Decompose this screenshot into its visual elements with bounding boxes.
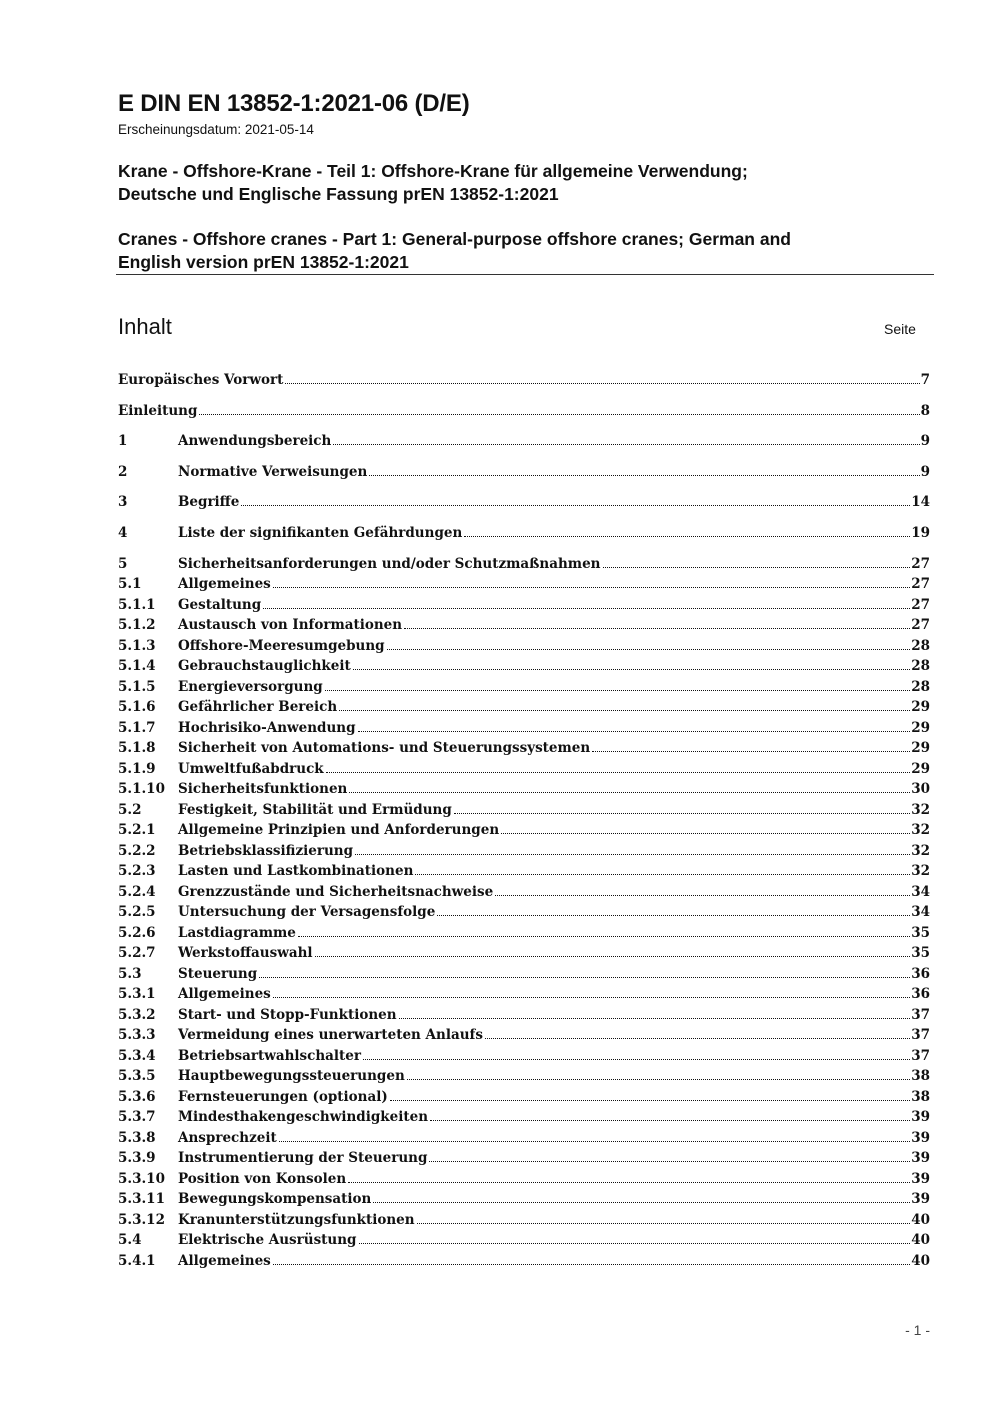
toc-entry-number: 5.1 xyxy=(118,576,142,593)
toc-entry-number: 5.4 xyxy=(118,1232,142,1249)
toc-entry[interactable] xyxy=(118,800,930,820)
toc-entry-title: Fernsteuerungen (optional) xyxy=(178,1088,388,1105)
toc-entry[interactable] xyxy=(118,923,930,943)
toc-entry-title: Grenzzustände und Sicherheitsnachweise xyxy=(178,883,494,900)
toc-leader-dots xyxy=(429,1161,910,1162)
toc-entry-page: 39 xyxy=(911,1109,930,1126)
toc-entry-title: Werkstoffauswahl xyxy=(178,945,313,962)
toc-leader-dots xyxy=(454,813,910,814)
toc-entry[interactable] xyxy=(118,943,930,963)
toc-entry[interactable] xyxy=(118,964,930,984)
toc-entry-page: 39 xyxy=(911,1170,930,1187)
title-english-line-1: Cranes - Offshore cranes - Part 1: General-purpose offshore cranes; German and xyxy=(118,229,791,249)
toc-entry-title: Allgemeines xyxy=(178,576,271,593)
toc-leader-dots xyxy=(359,1243,911,1244)
toc-page-column-label: Seite xyxy=(884,321,916,337)
toc-entry-page: 40 xyxy=(911,1252,930,1269)
toc-entry-page: 39 xyxy=(911,1150,930,1167)
toc-entry-number: 5.2 xyxy=(118,801,142,818)
toc-entry-title: Sicherheitsfunktionen xyxy=(178,781,348,798)
toc-entry-title: Liste der signifikanten Gefährdungen xyxy=(178,525,463,541)
toc-entry-page: 28 xyxy=(911,658,930,675)
toc-entry-page: 27 xyxy=(911,555,930,572)
toc-entry-page: 38 xyxy=(911,1068,930,1085)
toc-leader-dots xyxy=(325,690,910,691)
toc-leader-dots xyxy=(199,414,919,415)
toc-leader-dots xyxy=(285,383,919,384)
toc-entry-number: 5.3.5 xyxy=(118,1068,156,1085)
page-number: - 1 - xyxy=(905,1322,930,1338)
toc-entry-title: Elektrische Ausrüstung xyxy=(178,1232,357,1249)
toc-entry-number: 5.3.10 xyxy=(118,1170,165,1187)
publication-date: Erscheinungsdatum: 2021-05-14 xyxy=(118,122,314,137)
toc-entry[interactable] xyxy=(118,1066,930,1086)
toc-entry[interactable] xyxy=(118,1087,930,1107)
toc-leader-dots xyxy=(315,956,911,957)
toc-entry[interactable] xyxy=(118,984,930,1004)
toc-leader-dots xyxy=(298,936,910,937)
toc-leader-dots xyxy=(415,874,910,875)
toc-entry-title: Start- und Stopp-Funktionen xyxy=(178,1006,397,1023)
toc-entry-page: 30 xyxy=(911,781,930,798)
header-divider xyxy=(116,274,934,275)
toc-entry-number: 5.2.4 xyxy=(118,883,156,900)
toc-entry[interactable] xyxy=(118,370,930,390)
toc-entry-title: Energieversorgung xyxy=(178,678,323,695)
toc-leader-dots xyxy=(339,710,910,711)
toc-leader-dots xyxy=(501,833,910,834)
toc-entry-page: 7 xyxy=(920,372,930,388)
toc-entry-page: 34 xyxy=(911,904,930,921)
toc-entry[interactable] xyxy=(118,779,930,799)
toc-leader-dots xyxy=(348,1182,910,1183)
toc-entry[interactable] xyxy=(118,431,930,451)
toc-entry[interactable] xyxy=(118,1169,930,1189)
toc-entry-title: Begriffe xyxy=(178,494,240,511)
toc-entry-title: Sicherheitsanforderungen und/oder Schutzmaßnahmen xyxy=(178,555,601,572)
toc-entry-page: 35 xyxy=(911,924,930,941)
toc-entry[interactable] xyxy=(118,902,930,922)
toc-leader-dots xyxy=(390,1100,910,1101)
toc-entry-title: Lastdiagramme xyxy=(178,924,296,941)
toc-entry[interactable] xyxy=(118,615,930,635)
toc-leader-dots xyxy=(603,567,911,568)
toc-entry-title: Hochrisiko-Anwendung xyxy=(178,719,356,736)
toc-entry-page: 37 xyxy=(911,1027,930,1044)
toc-entry-number: 5.2.2 xyxy=(118,842,156,859)
toc-entry[interactable] xyxy=(118,554,930,574)
toc-entry-number: 5.3.7 xyxy=(118,1109,156,1126)
toc-entry-page: 34 xyxy=(911,883,930,900)
toc-leader-dots xyxy=(369,475,919,476)
toc-leader-dots xyxy=(407,1079,910,1080)
toc-entry[interactable] xyxy=(118,1005,930,1025)
toc-leader-dots xyxy=(279,1141,911,1142)
toc-entry-number: 5.3.6 xyxy=(118,1088,156,1105)
toc-entry-page: 35 xyxy=(911,945,930,962)
toc-entry-title: Betriebsklassifizierung xyxy=(178,842,354,859)
toc-entry-page: 28 xyxy=(911,678,930,695)
toc-entry[interactable] xyxy=(118,1148,930,1168)
toc-entry-page: 9 xyxy=(920,433,930,450)
toc-entry-number: 1 xyxy=(118,433,128,450)
toc-entry-page: 37 xyxy=(911,1006,930,1023)
toc-entry-page: 32 xyxy=(911,842,930,859)
toc-entry-number: 5.3.3 xyxy=(118,1027,156,1044)
toc-entry-page: 32 xyxy=(911,801,930,818)
toc-entry[interactable] xyxy=(118,861,930,881)
toc-entry-title: Allgemeines xyxy=(178,1252,271,1269)
toc-entry-title: Gefährlicher Bereich xyxy=(178,699,338,716)
toc-entry-number: 4 xyxy=(118,525,128,541)
toc-entry-page: 39 xyxy=(911,1129,930,1146)
toc-entry[interactable] xyxy=(118,1025,930,1045)
toc-entry[interactable] xyxy=(118,1046,930,1066)
toc-entry[interactable] xyxy=(118,636,930,656)
toc-leader-dots xyxy=(353,669,910,670)
toc-entry[interactable] xyxy=(118,656,930,676)
toc-entry-number: 5.2.3 xyxy=(118,863,156,880)
toc-leader-dots xyxy=(387,649,911,650)
toc-entry-page: 39 xyxy=(911,1191,930,1208)
toc-entry-number: 5.2.7 xyxy=(118,945,156,962)
toc-entry-number: 5.3.4 xyxy=(118,1047,156,1064)
toc-entry-number: 5.3.9 xyxy=(118,1150,156,1167)
toc-entry-number: 5.1.1 xyxy=(118,596,156,613)
toc-entry[interactable] xyxy=(118,1128,930,1148)
toc-entry-number: 5.2.6 xyxy=(118,924,156,941)
toc-leader-dots xyxy=(273,1264,910,1265)
toc-entry-title: Vermeidung eines unerwarteten Anlaufs xyxy=(178,1027,483,1044)
toc-leader-dots xyxy=(417,1223,911,1224)
toc-entry[interactable] xyxy=(118,738,930,758)
toc-entry-number: 5.1.7 xyxy=(118,719,156,736)
title-german-line-2: Deutsche und Englische Fassung prEN 13852-1:2021 xyxy=(118,184,559,204)
toc-entry-title: Festigkeit, Stabilität und Ermüdung xyxy=(178,801,452,818)
toc-entry-page: 29 xyxy=(911,699,930,716)
toc-entry[interactable] xyxy=(118,523,930,543)
toc-entry-page: 29 xyxy=(911,760,930,777)
toc-entry-number: 3 xyxy=(118,494,128,511)
toc-entry-number: 5.1.4 xyxy=(118,658,156,675)
toc-entry-page: 8 xyxy=(920,402,930,419)
toc-entry-page: 38 xyxy=(911,1088,930,1105)
toc-entry-title: Lasten und Lastkombinationen xyxy=(178,863,414,880)
toc-entry-page: 40 xyxy=(911,1232,930,1249)
title-english-line-2: English version prEN 13852-1:2021 xyxy=(118,252,409,272)
toc-entry-number: 5.3.8 xyxy=(118,1129,156,1146)
toc-leader-dots xyxy=(592,751,910,752)
toc-leader-dots xyxy=(437,915,910,916)
toc-leader-dots xyxy=(273,997,910,998)
toc-entry[interactable] xyxy=(118,759,930,779)
toc-leader-dots xyxy=(404,628,910,629)
toc-leader-dots xyxy=(485,1038,910,1039)
toc-entry[interactable] xyxy=(118,401,930,421)
toc-leader-dots xyxy=(430,1120,910,1121)
toc-entry[interactable] xyxy=(118,882,930,902)
toc-entry-number: 5.3.1 xyxy=(118,986,156,1003)
toc-entry-title: Normative Verweisungen xyxy=(178,463,368,480)
toc-entry[interactable] xyxy=(118,1189,930,1209)
toc-entry-page: 32 xyxy=(911,822,930,839)
toc-entry-title: Kranunterstützungsfunktionen xyxy=(178,1211,415,1228)
toc-entry-number: 5.2.5 xyxy=(118,904,156,921)
toc-leader-dots xyxy=(326,772,911,773)
toc-entry-page: 14 xyxy=(911,494,930,511)
toc-entry[interactable] xyxy=(118,462,930,482)
document-id: E DIN EN 13852-1:2021-06 (D/E) xyxy=(118,90,470,117)
toc-entry-page: 28 xyxy=(911,637,930,654)
toc-entry-title: Offshore-Meeresumgebung xyxy=(178,637,385,654)
toc-heading: Inhalt xyxy=(118,314,172,339)
toc-entry-number: 5.1.6 xyxy=(118,699,156,716)
title-german-line-1: Krane - Offshore-Krane - Teil 1: Offshore-Krane für allgemeine Verwendung; xyxy=(118,161,748,181)
toc-entry[interactable] xyxy=(118,677,930,697)
toc-entry-number: 5.4.1 xyxy=(118,1252,156,1269)
toc-entry-number: 5.1.3 xyxy=(118,637,156,654)
title-english xyxy=(118,228,938,274)
toc-entry-page: 27 xyxy=(911,596,930,613)
toc-entry-title: Betriebsartwahlschalter xyxy=(178,1047,361,1064)
toc-entry-title: Austausch von Informationen xyxy=(178,617,403,634)
toc-entry-title: Europäisches Vorwort xyxy=(118,372,284,388)
toc-entry-title: Untersuchung der Versagensfolge xyxy=(178,904,436,921)
toc-entry[interactable] xyxy=(118,841,930,861)
title-german xyxy=(118,160,938,206)
toc-entry-title: Hauptbewegungssteuerungen xyxy=(178,1068,405,1085)
toc-entry-page: 36 xyxy=(911,965,930,982)
toc-entry-title: Position von Konsolen xyxy=(178,1170,347,1187)
toc-entry-title: Bewegungskompensation xyxy=(178,1191,372,1208)
toc-entry-page: 29 xyxy=(911,719,930,736)
toc-entry[interactable] xyxy=(118,492,930,512)
toc-entry-page: 37 xyxy=(911,1047,930,1064)
toc-entry-number: 5.1.10 xyxy=(118,781,165,798)
toc-entry-title: Steuerung xyxy=(178,965,258,982)
toc-entry[interactable] xyxy=(118,595,930,615)
toc-entry[interactable] xyxy=(118,697,930,717)
toc-entry[interactable] xyxy=(118,1107,930,1127)
toc-leader-dots xyxy=(241,505,910,506)
toc-leader-dots xyxy=(273,587,910,588)
toc-entry-title: Allgemeine Prinzipien und Anforderungen xyxy=(178,822,500,839)
toc-entry-title: Anwendungsbereich xyxy=(178,433,332,450)
toc-leader-dots xyxy=(349,792,910,793)
toc-entry[interactable] xyxy=(118,574,930,594)
toc-entry-number: 5.3.12 xyxy=(118,1211,165,1228)
toc-entry-page: 19 xyxy=(911,525,930,541)
toc-entry[interactable] xyxy=(118,820,930,840)
toc-entry-number: 5.1.5 xyxy=(118,678,156,695)
toc-entry-page: 9 xyxy=(920,463,930,480)
toc-entry-number: 5.3.11 xyxy=(118,1191,165,1208)
toc-entry-title: Allgemeines xyxy=(178,986,271,1003)
toc-entry-title: Ansprechzeit xyxy=(178,1129,277,1146)
toc-leader-dots xyxy=(464,536,910,537)
toc-leader-dots xyxy=(495,895,910,896)
toc-leader-dots xyxy=(363,1059,910,1060)
toc-entry[interactable] xyxy=(118,1230,930,1250)
toc-leader-dots xyxy=(333,444,919,445)
toc-entry[interactable] xyxy=(118,1210,930,1230)
toc-entry-title: Einleitung xyxy=(118,402,198,419)
toc-entry-number: 5.1.2 xyxy=(118,617,156,634)
toc-entry-page: 40 xyxy=(911,1211,930,1228)
toc-entry-title: Gebrauchstauglichkeit xyxy=(178,658,351,675)
toc-entry-title: Instrumentierung der Steuerung xyxy=(178,1150,428,1167)
toc-entry-number: 5.3.2 xyxy=(118,1006,156,1023)
toc-leader-dots xyxy=(373,1202,910,1203)
toc-entry-title: Gestaltung xyxy=(178,596,262,613)
toc-entry-page: 32 xyxy=(911,863,930,880)
toc-leader-dots xyxy=(259,977,910,978)
toc-entry-title: Sicherheit von Automations- und Steuerungssystemen xyxy=(178,740,591,757)
toc-entry[interactable] xyxy=(118,718,930,738)
toc-leader-dots xyxy=(355,854,910,855)
toc-entry-page: 27 xyxy=(911,576,930,593)
toc-entry-number: 2 xyxy=(118,463,128,480)
toc-entry-title: Mindesthakengeschwindigkeiten xyxy=(178,1109,429,1126)
toc-entry-number: 5.2.1 xyxy=(118,822,156,839)
toc-entry-page: 27 xyxy=(911,617,930,634)
toc-entry-title: Umweltfußabdruck xyxy=(178,760,324,777)
toc-entry-number: 5.1.9 xyxy=(118,760,156,777)
toc-leader-dots xyxy=(399,1018,911,1019)
toc-entry-page: 29 xyxy=(911,740,930,757)
toc-entry[interactable] xyxy=(118,1251,930,1271)
toc-entry-number: 5.3 xyxy=(118,965,142,982)
toc-entry-page: 36 xyxy=(911,986,930,1003)
toc-leader-dots xyxy=(358,731,911,732)
toc-leader-dots xyxy=(263,608,910,609)
toc-entry-number: 5.1.8 xyxy=(118,740,156,757)
toc-entry-number: 5 xyxy=(118,555,128,572)
